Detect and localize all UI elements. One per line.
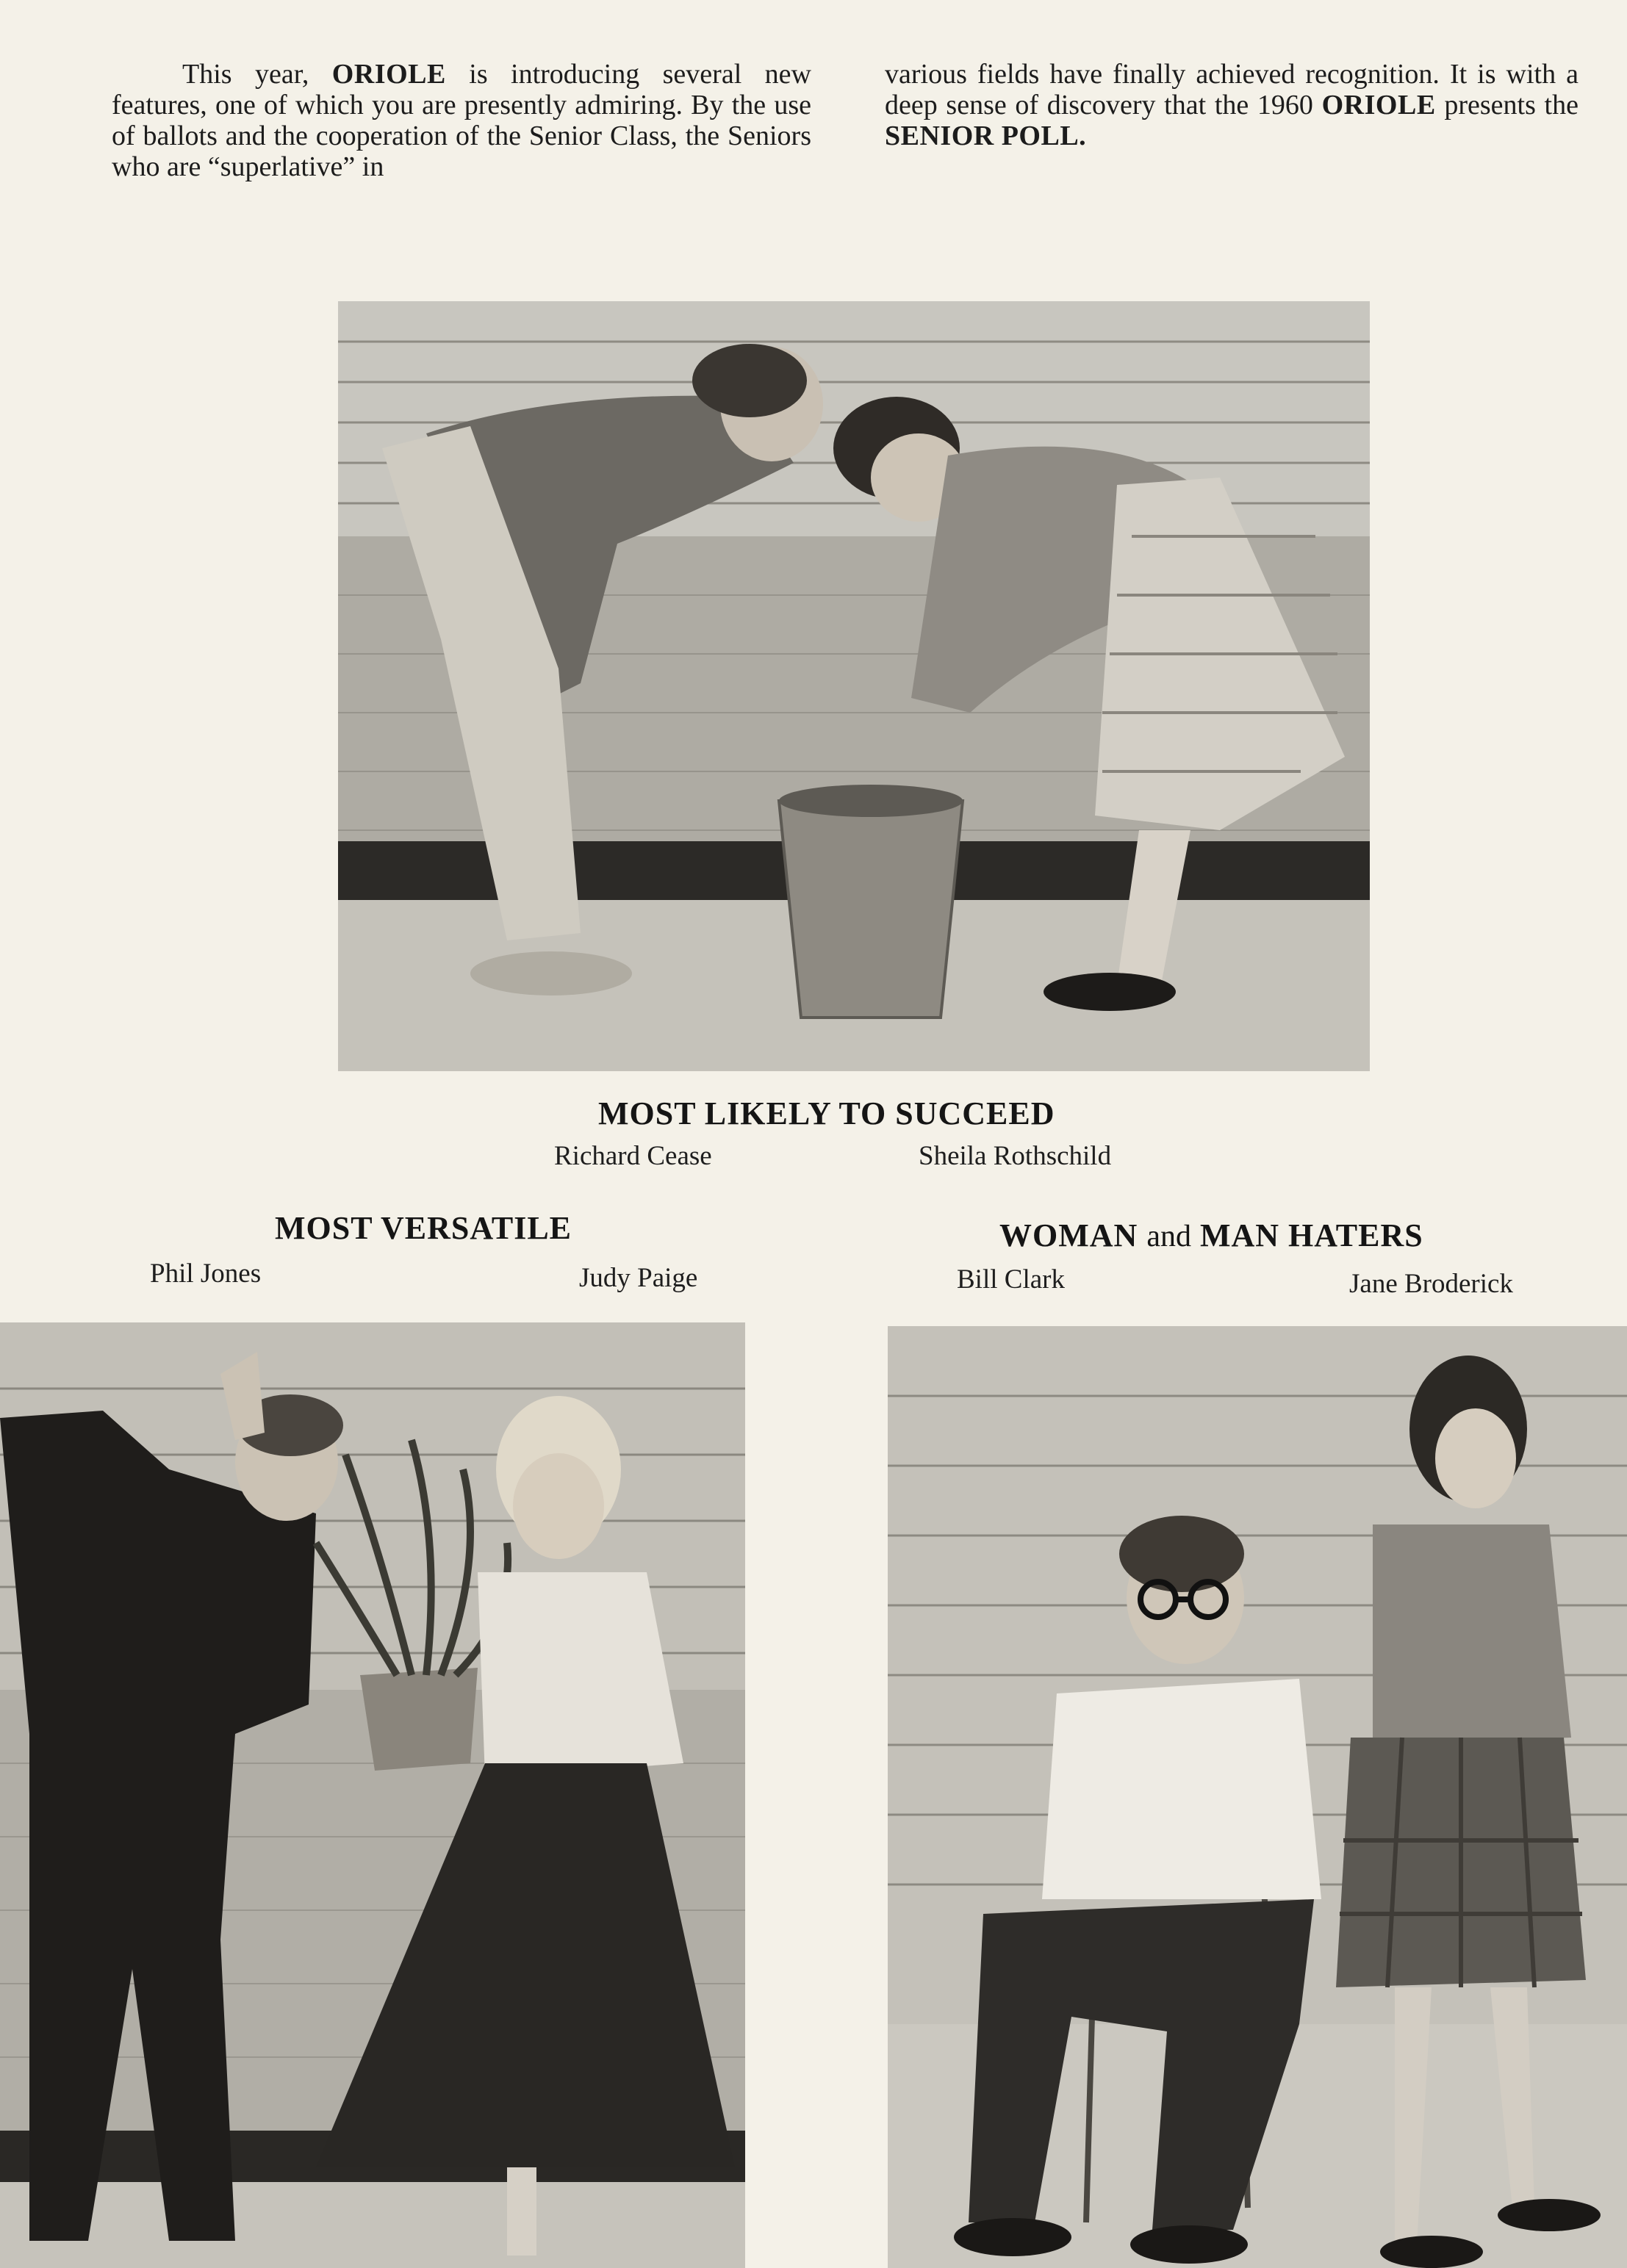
intro-right-oriole: ORIOLE (1321, 90, 1436, 120)
photo-most-versatile (0, 1322, 745, 2268)
heading-woman-and-man-haters (999, 1217, 1423, 1254)
photo-illustration (0, 1322, 745, 2268)
heading-most-likely-to-succeed: MOST LIKELY TO SUCCEED (598, 1095, 1055, 1131)
photo-most-likely-to-succeed (338, 301, 1370, 1071)
intro-right-senior-poll: SENIOR POLL. (885, 120, 1087, 151)
photo-illustration (338, 301, 1370, 1071)
heading-man-haters: MAN HATERS (1199, 1217, 1423, 1253)
intro-left-oriole: ORIOLE (331, 59, 446, 90)
intro-left-text-2: is introducing several new features, one of which you are presently admiring. By the use of ballots and the cooperation of the Senior Class, the Seniors who are “superlative” in (112, 59, 811, 182)
intro-right-text-2: presents the (1435, 90, 1578, 120)
intro-left-column (112, 59, 811, 182)
name-sheila-rothschild: Sheila Rothschild (919, 1141, 1112, 1171)
name-phil-jones: Phil Jones (150, 1259, 262, 1289)
heading-most-versatile: MOST VERSATILE (275, 1210, 572, 1246)
heading-woman: WOMAN (999, 1217, 1138, 1253)
heading-and: and (1146, 1220, 1191, 1253)
name-bill-clark: Bill Clark (957, 1264, 1065, 1295)
intro-left-text-1: This year, (182, 59, 332, 90)
name-judy-paige: Judy Paige (579, 1263, 698, 1293)
photo-illustration (888, 1326, 1627, 2268)
intro-right-text-1: various fields have finally achieved recognition. It is with a deep sense of discovery that the 1960 (885, 59, 1578, 120)
photo-woman-and-man-haters (888, 1326, 1627, 2268)
name-richard-cease: Richard Cease (554, 1141, 712, 1171)
name-jane-broderick: Jane Broderick (1349, 1269, 1513, 1299)
intro-right-column (885, 59, 1578, 151)
